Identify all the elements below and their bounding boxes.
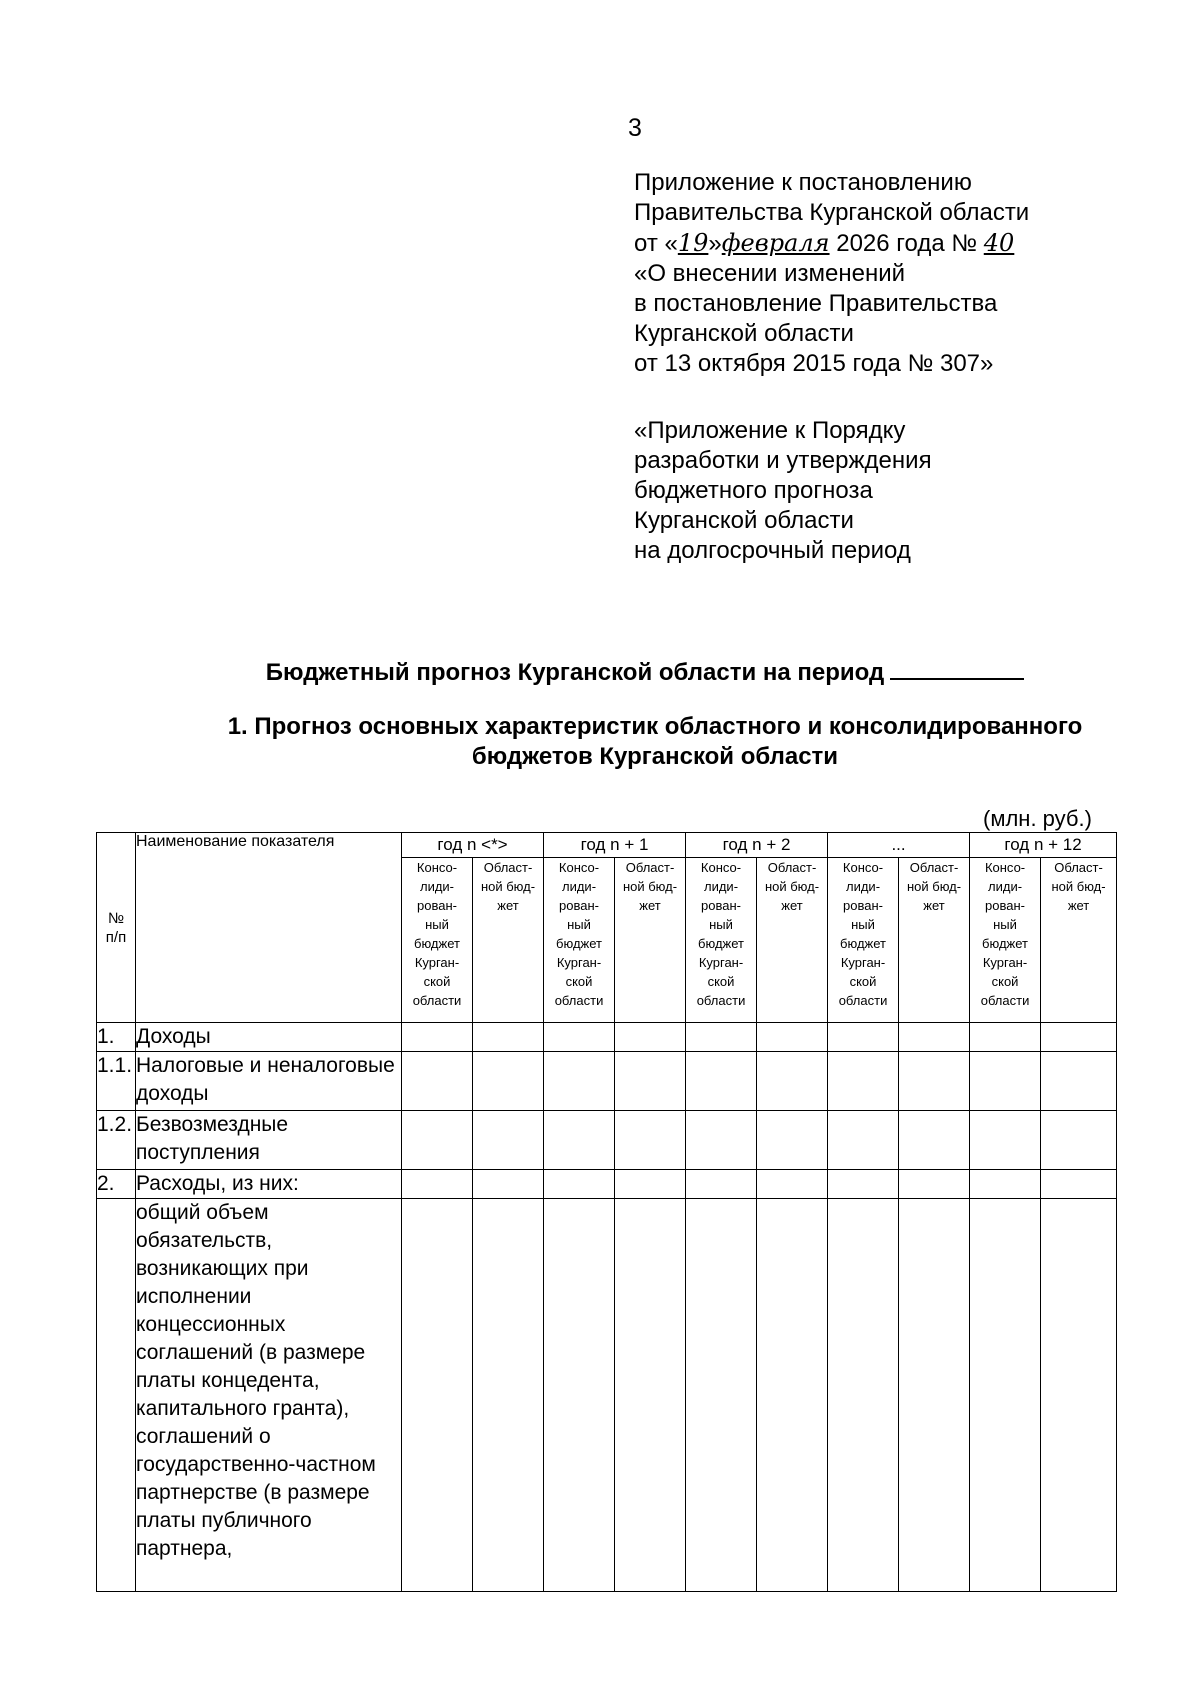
annex-line-5: в постановление Правительства: [634, 290, 998, 317]
consolidated-header-line: рован-: [843, 898, 883, 913]
regional-header-line: Област-: [625, 860, 675, 875]
consolidated-header-line: Консо-: [416, 860, 458, 875]
date-year: 2026 года №: [836, 230, 978, 257]
consolidated-header-line: ской: [707, 974, 735, 989]
consolidated-header-line: Курган-: [698, 955, 744, 970]
num-header: [97, 833, 136, 1023]
annex-block: [634, 168, 1029, 379]
consolidated-header-line: области: [696, 993, 746, 1008]
regional-header-line: Област-: [767, 860, 817, 875]
consolidated-header-line: ской: [423, 974, 451, 989]
procedure-line-5: на долгосрочный период: [634, 537, 911, 564]
value-cell: [615, 1199, 686, 1592]
value-cell: [544, 1111, 615, 1170]
table-row: [97, 1199, 1117, 1592]
value-cell: [899, 1111, 970, 1170]
value-cell: [757, 1111, 828, 1170]
value-cell: [1041, 1111, 1117, 1170]
procedure-line-3: бюджетного прогноза: [634, 477, 873, 504]
consolidated-header-line: Консо-: [558, 860, 600, 875]
consolidated-header-line: бюджет: [414, 936, 460, 951]
section-title: [0, 712, 1200, 772]
value-cell: [402, 1199, 473, 1592]
regional-budget-header: [473, 858, 544, 1023]
consolidated-header-line: рован-: [559, 898, 599, 913]
regional-budget-header: [615, 858, 686, 1023]
value-cell: [828, 1111, 899, 1170]
consolidated-header-line: лиди-: [562, 879, 597, 894]
value-cell: [828, 1199, 899, 1592]
consolidated-header-line: рован-: [701, 898, 741, 913]
consolidated-header-line: лиди-: [419, 879, 455, 894]
consolidated-header-line: бюджет: [982, 936, 1028, 951]
value-cell: [402, 1023, 473, 1052]
document-title-text: Бюджетный прогноз Курганской области на период: [265, 659, 885, 686]
page-number: 3: [628, 114, 642, 142]
regional-header-line: ной бюд-: [622, 879, 678, 894]
consolidated-header-line: ный: [425, 917, 449, 932]
table-row: [97, 1111, 1117, 1170]
value-cell: [899, 1170, 970, 1199]
value-cell: [686, 1199, 757, 1592]
value-cell: [1041, 1023, 1117, 1052]
regional-header-line: Област-: [909, 860, 959, 875]
value-cell: [615, 1052, 686, 1111]
value-cell: [970, 1023, 1041, 1052]
units-label: (млн. руб.): [983, 806, 1092, 831]
regional-header-line: жет: [639, 898, 661, 913]
value-cell: [757, 1170, 828, 1199]
value-cell: [686, 1052, 757, 1111]
value-cell: [544, 1023, 615, 1052]
consolidated-header-line: ской: [849, 974, 877, 989]
year-header-n12: год n + 12: [970, 833, 1117, 858]
consolidated-header-line: Консо-: [984, 860, 1026, 875]
value-cell: [1041, 1199, 1117, 1592]
value-cell: [473, 1052, 544, 1111]
value-cell: [899, 1023, 970, 1052]
period-blank-line: [890, 656, 1024, 680]
name-header: Наименование показателя: [136, 833, 402, 1023]
annex-line-6: Курганской области: [634, 320, 854, 347]
row-label: Доходы: [136, 1023, 402, 1052]
year-header-n: год n <*>: [402, 833, 544, 858]
value-cell: [1041, 1052, 1117, 1111]
value-cell: [544, 1199, 615, 1592]
procedure-annex-block: [634, 416, 932, 566]
value-cell: [757, 1052, 828, 1111]
value-cell: [970, 1170, 1041, 1199]
consolidated-header-line: Курган-: [414, 955, 460, 970]
value-cell: [402, 1170, 473, 1199]
value-cell: [899, 1052, 970, 1111]
consolidated-header-line: области: [412, 993, 462, 1008]
consolidated-header-line: ный: [993, 917, 1017, 932]
row-label: общий объем обязательств, возникающих при исполнении концессионных соглашений (в размере платы концедента, капитального гранта), соглашений о государственно-частном партнерстве (в размере платы публичного партнера,: [136, 1199, 402, 1592]
year-header-n2: год n + 2: [686, 833, 828, 858]
value-cell: [402, 1111, 473, 1170]
value-cell: [828, 1170, 899, 1199]
value-cell: [615, 1111, 686, 1170]
consolidated-header-line: Курган-: [840, 955, 886, 970]
value-cell: [686, 1111, 757, 1170]
value-cell: [544, 1052, 615, 1111]
consolidated-header-line: рован-: [417, 898, 457, 913]
value-cell: [473, 1023, 544, 1052]
row-label: Налоговые и неналоговые доходы: [136, 1052, 402, 1111]
consolidated-header-line: области: [838, 993, 888, 1008]
value-cell: [686, 1023, 757, 1052]
consolidated-header-line: бюджет: [556, 936, 602, 951]
regional-header-line: жет: [923, 898, 945, 913]
consolidated-header-line: бюджет: [840, 936, 886, 951]
consolidated-header-line: лиди-: [704, 879, 739, 894]
consolidated-header-line: области: [980, 993, 1030, 1008]
value-cell: [473, 1111, 544, 1170]
consolidated-header-line: Консо-: [700, 860, 742, 875]
annex-line-7: от 13 октября 2015 года № 307»: [634, 350, 994, 377]
date-mid: »: [708, 230, 722, 257]
consolidated-header-line: рован-: [985, 898, 1026, 913]
consolidated-header-line: Курган-: [556, 955, 602, 970]
row-number: [97, 1199, 136, 1592]
annex-line-1: Приложение к постановлению: [634, 169, 972, 196]
consolidated-header-line: Курган-: [982, 955, 1028, 970]
row-label: Расходы, из них:: [136, 1170, 402, 1199]
row-number: 1.: [97, 1023, 136, 1052]
procedure-line-4: Курганской области: [634, 507, 854, 534]
year-header-n1: год n + 1: [544, 833, 686, 858]
consolidated-budget-header: [970, 858, 1041, 1023]
regional-budget-header: [899, 858, 970, 1023]
regional-budget-header: [757, 858, 828, 1023]
consolidated-header-line: лиди-: [846, 879, 881, 894]
consolidated-header-line: лиди-: [988, 879, 1023, 894]
value-cell: [970, 1052, 1041, 1111]
consolidated-header-line: области: [554, 993, 604, 1008]
consolidated-header-line: ный: [567, 917, 591, 932]
value-cell: [828, 1052, 899, 1111]
value-cell: [828, 1023, 899, 1052]
regional-header-line: Област-: [1054, 860, 1103, 875]
document-title: [0, 656, 1200, 687]
consolidated-header-line: ный: [851, 917, 875, 932]
value-cell: [899, 1199, 970, 1592]
row-label: Безвозмездные поступления: [136, 1111, 402, 1170]
value-cell: [615, 1023, 686, 1052]
row-number: 1.1.: [97, 1052, 136, 1111]
value-cell: [970, 1199, 1041, 1592]
regional-header-line: ной бюд-: [1051, 879, 1106, 894]
consolidated-header-line: ный: [709, 917, 733, 932]
regional-header-line: жет: [781, 898, 803, 913]
consolidated-header-line: бюджет: [698, 936, 744, 951]
value-cell: [402, 1052, 473, 1111]
table-row: [97, 1023, 1117, 1052]
regional-header-line: ной бюд-: [764, 879, 820, 894]
value-cell: [473, 1199, 544, 1592]
section-title-line-2: бюджетов Курганской области: [471, 743, 839, 770]
handwritten-day: 19: [677, 229, 709, 257]
row-number: 1.2.: [97, 1111, 136, 1170]
regional-header-line: Област-: [483, 860, 533, 875]
annex-line-2: Правительства Курганской области: [634, 199, 1030, 226]
consolidated-budget-header: [544, 858, 615, 1023]
regional-budget-header: [1041, 858, 1117, 1023]
value-cell: [757, 1199, 828, 1592]
procedure-line-2: разработки и утверждения: [634, 447, 932, 474]
regional-header-line: ной бюд-: [906, 879, 962, 894]
value-cell: [544, 1170, 615, 1199]
row-number: 2.: [97, 1170, 136, 1199]
num-header-line-1: №: [107, 909, 125, 927]
consolidated-budget-header: [686, 858, 757, 1023]
consolidated-header-line: ской: [991, 974, 1019, 989]
value-cell: [473, 1170, 544, 1199]
consolidated-header-line: ской: [565, 974, 593, 989]
table-row: [97, 1052, 1117, 1111]
regional-header-line: жет: [497, 898, 519, 913]
annex-line-4: «О внесении изменений: [634, 260, 906, 287]
value-cell: [686, 1170, 757, 1199]
value-cell: [615, 1170, 686, 1199]
consolidated-budget-header: [402, 858, 473, 1023]
year-header-ellipsis: ...: [828, 833, 970, 858]
date-prefix: от «: [634, 230, 678, 257]
consolidated-header-line: Консо-: [842, 860, 884, 875]
section-title-line-1: 1. Прогноз основных характеристик областного и консолидированного: [227, 713, 1083, 740]
consolidated-budget-header: [828, 858, 899, 1023]
table-row: [97, 1170, 1117, 1199]
handwritten-month: февраля: [721, 229, 830, 257]
value-cell: [1041, 1170, 1117, 1199]
value-cell: [757, 1023, 828, 1052]
value-cell: [970, 1111, 1041, 1170]
regional-header-line: жет: [1067, 898, 1090, 913]
table-body: [97, 1023, 1117, 1592]
regional-header-line: ной бюд-: [480, 879, 536, 894]
procedure-line-1: «Приложение к Порядку: [634, 417, 906, 444]
num-header-line-2: п/п: [105, 928, 127, 946]
annex-date-line: [634, 228, 1029, 259]
forecast-table: [96, 832, 1117, 1592]
handwritten-number: 40: [983, 229, 1015, 257]
